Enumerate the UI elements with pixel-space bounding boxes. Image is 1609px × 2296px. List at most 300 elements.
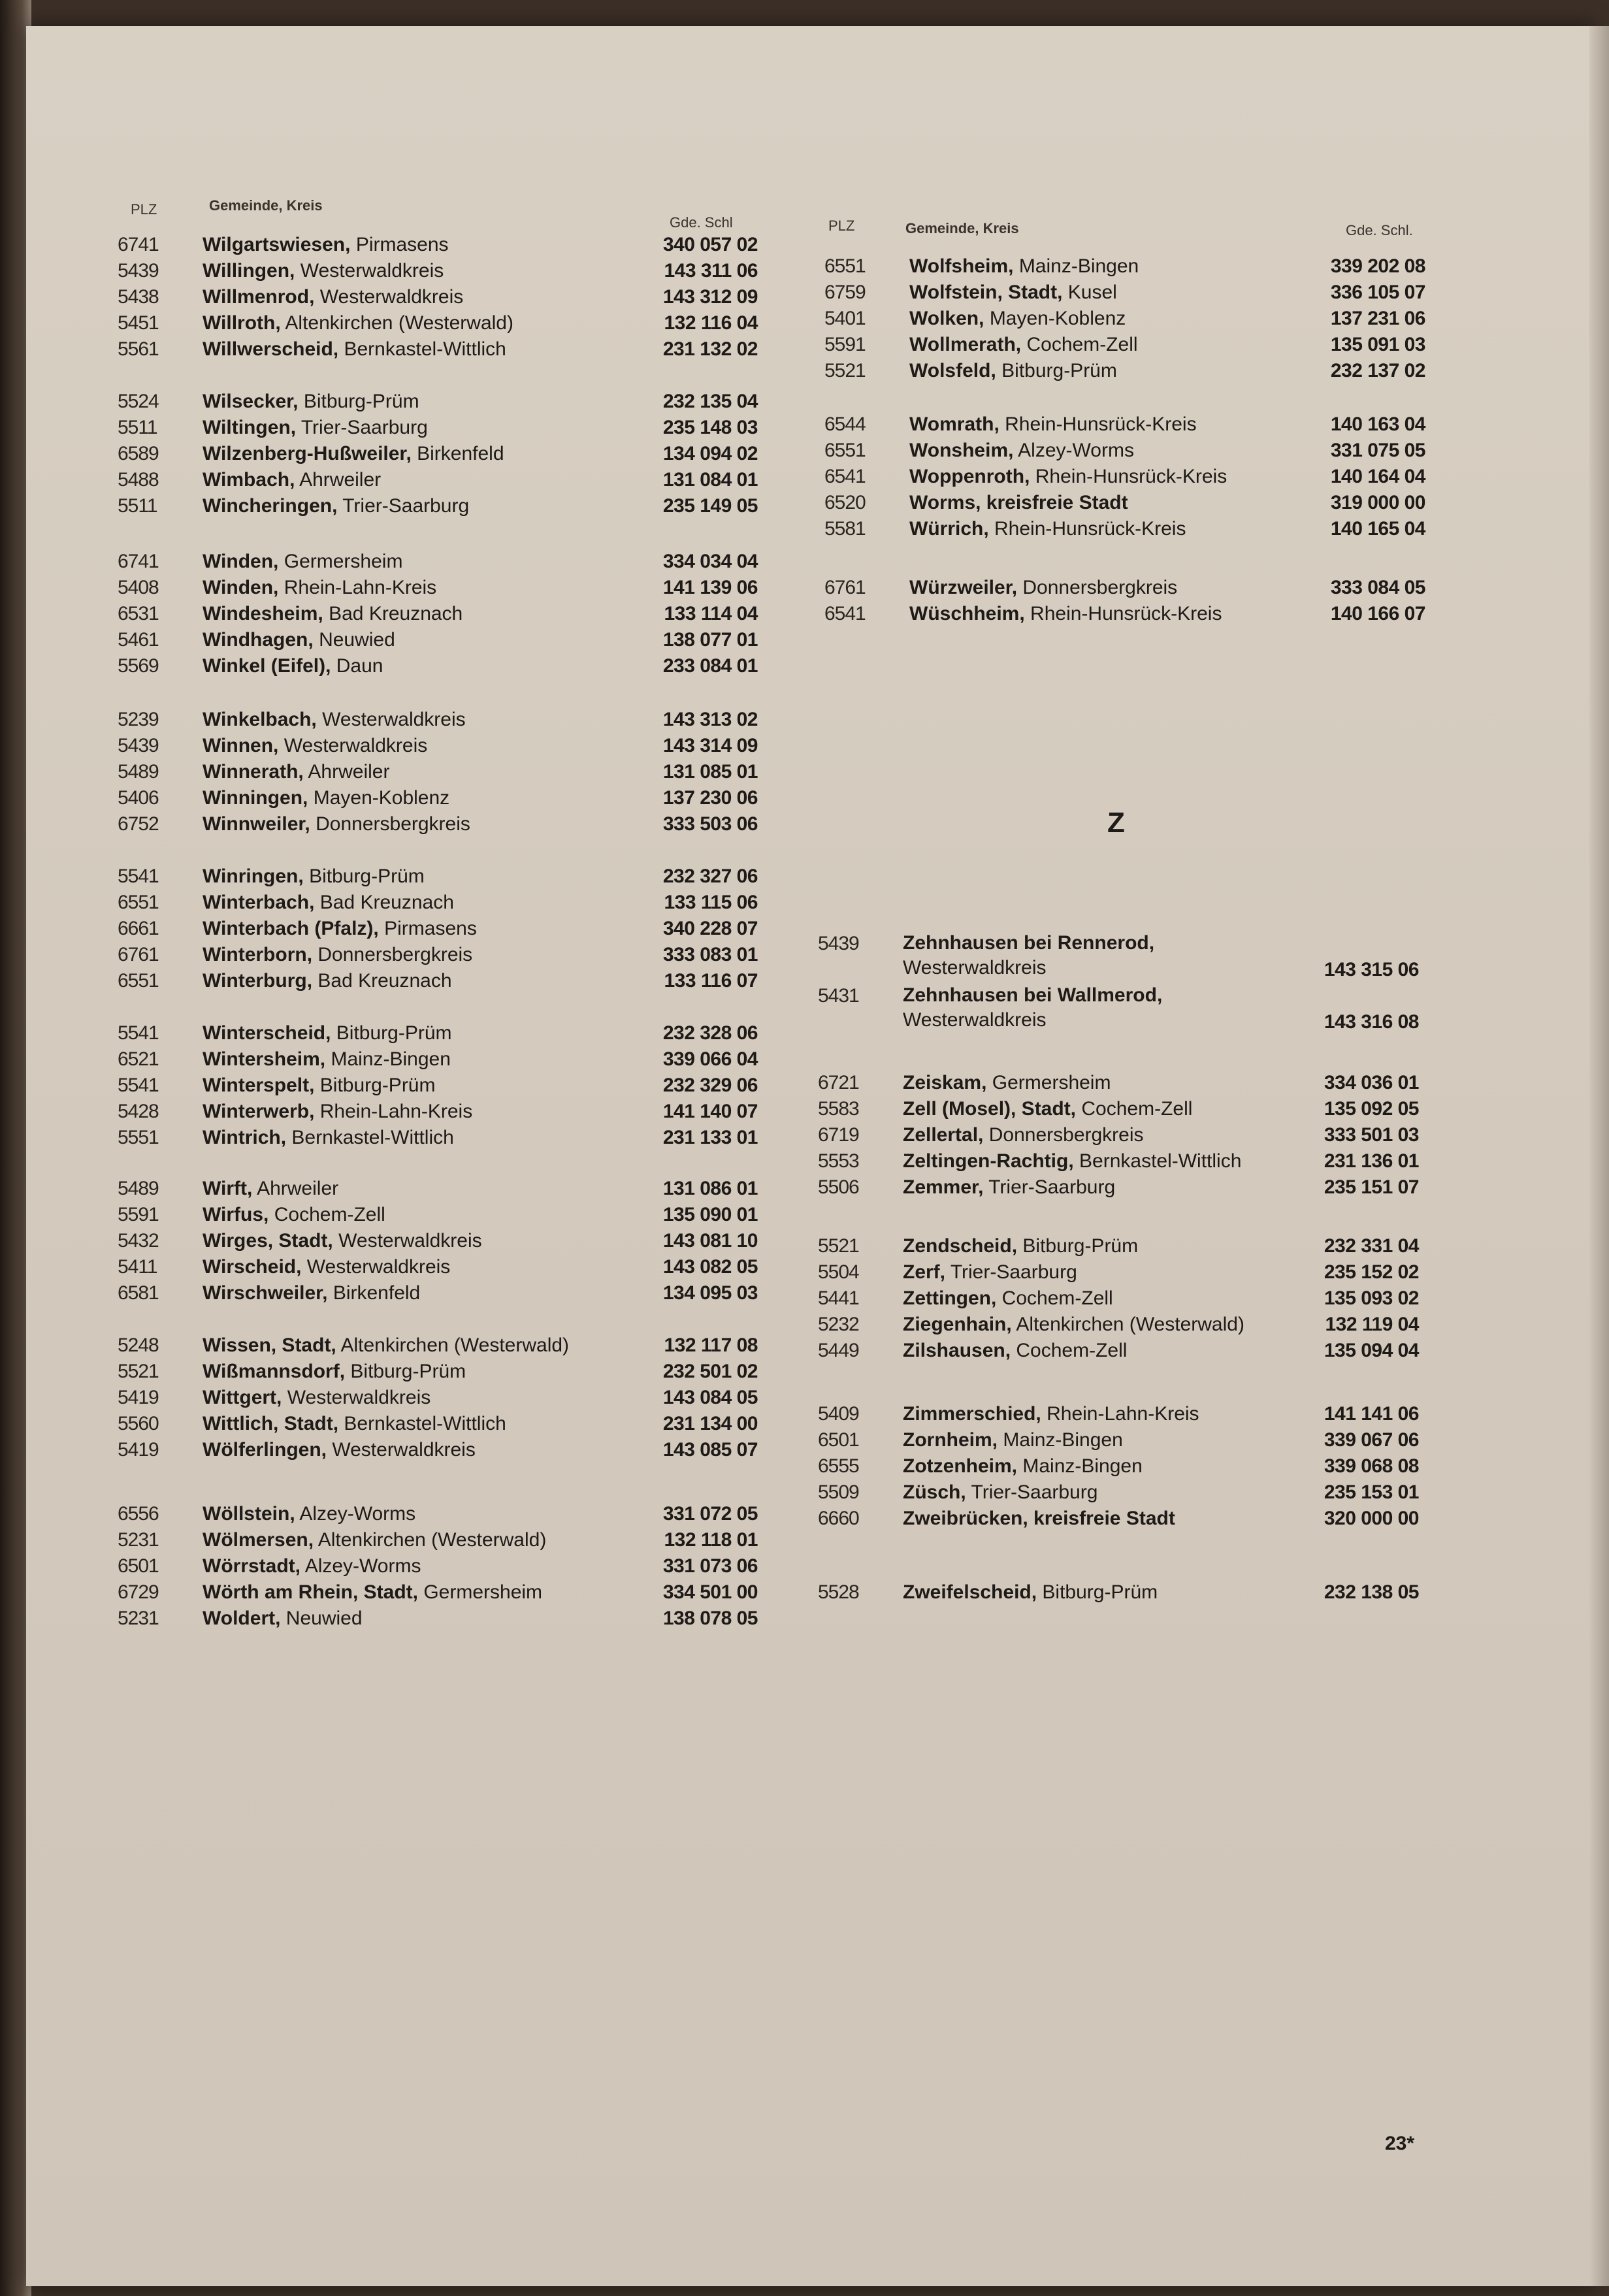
postal-code: 5521 [818, 1235, 859, 1257]
district-name: Alzey-Worms [299, 1503, 416, 1525]
municipality-name: Würrich, [909, 518, 989, 540]
list-item [118, 493, 758, 519]
municipality-key: 334 034 04 [662, 551, 758, 572]
municipality [203, 785, 449, 811]
entry-group [818, 1070, 1419, 1201]
municipality-key: 232 331 04 [1324, 1235, 1419, 1257]
list-item [818, 1122, 1419, 1148]
municipality [203, 1125, 454, 1151]
municipality-name: Windhagen, [203, 629, 314, 651]
municipality [203, 1579, 542, 1606]
municipality-key: 331 072 05 [662, 1503, 758, 1525]
municipality-name: Wittgert, [203, 1387, 282, 1408]
list-item [824, 438, 1425, 464]
municipality-key: 232 329 06 [662, 1075, 758, 1096]
municipality [903, 1427, 1123, 1453]
district-name: Bernkastel-Wittlich [291, 1127, 454, 1148]
municipality-name: Zeltingen-Rachtig, [903, 1150, 1074, 1172]
municipality-name: Wissen, Stadt, [203, 1334, 336, 1356]
municipality-name: Woldert, [203, 1608, 281, 1629]
district-name: Ahrweiler [257, 1178, 339, 1199]
municipality [203, 1254, 450, 1280]
postal-code: 5583 [818, 1098, 859, 1120]
right-header-code: Gde. Schl. [1346, 222, 1413, 238]
list-item [118, 864, 758, 890]
municipality [203, 707, 466, 733]
list-item [824, 601, 1425, 627]
list-item [818, 1070, 1419, 1096]
postal-code: 5509 [818, 1481, 859, 1503]
municipality-key: 135 091 03 [1330, 334, 1425, 355]
municipality [909, 306, 1126, 332]
entry-group [824, 412, 1425, 542]
list-item [118, 627, 758, 653]
municipality-key: 232 138 05 [1324, 1581, 1419, 1603]
district-name: Mainz-Bingen [1018, 255, 1139, 277]
district-name: Mainz-Bingen [1022, 1455, 1143, 1477]
municipality-name: Wimbach, [203, 469, 295, 491]
municipality-key: 140 165 04 [1330, 518, 1425, 540]
district-name: Bad Kreuznach [319, 892, 454, 913]
municipality-key: 340 057 02 [662, 234, 758, 255]
municipality-name: Winterwerb, [203, 1101, 315, 1122]
entry-group [118, 1501, 758, 1632]
list-item [118, 336, 758, 363]
municipality-key: 133 114 04 [664, 603, 758, 624]
left-header-plz: PLZ [131, 201, 157, 218]
postal-code: 5232 [818, 1314, 859, 1335]
district-name: Westerwaldkreis [322, 709, 466, 730]
municipality-name: Zornheim, [903, 1429, 998, 1451]
list-item [118, 310, 758, 336]
municipality-name: Zellertal, [903, 1124, 984, 1146]
municipality [203, 1046, 451, 1073]
municipality-key: 143 082 05 [662, 1256, 758, 1278]
district-name: Trier-Saarburg [988, 1176, 1116, 1198]
district-name: Altenkirchen (Westerwald) [340, 1334, 570, 1356]
postal-code: 6521 [118, 1048, 159, 1070]
municipality-key: 331 075 05 [1330, 440, 1425, 461]
municipality [909, 516, 1186, 542]
municipality-name: Wölmersen, [203, 1529, 314, 1551]
municipality-key: 143 312 09 [662, 286, 758, 308]
district-name: Rhein-Lahn-Kreis [1047, 1403, 1199, 1425]
district-name: Kusel [1067, 282, 1117, 303]
postal-code: 5439 [818, 933, 859, 954]
municipality-name: Wißmannsdorf, [203, 1361, 346, 1382]
postal-code: 6761 [824, 577, 866, 598]
municipality-name: Winterbach (Pfalz), [203, 918, 379, 939]
postal-code: 5504 [818, 1261, 859, 1283]
municipality-name: Zell (Mosel), Stadt, [903, 1098, 1077, 1120]
municipality [903, 1401, 1199, 1427]
entry-group [118, 549, 758, 679]
list-item [118, 1501, 758, 1527]
municipality-key: 231 134 00 [662, 1413, 758, 1434]
list-item [818, 1174, 1419, 1201]
municipality-key: 339 067 06 [1324, 1429, 1419, 1451]
list-item [118, 1553, 758, 1579]
postal-code: 6729 [118, 1581, 159, 1603]
left-header-gemeinde: Gemeinde, Kreis [209, 197, 323, 214]
postal-code: 5231 [118, 1608, 159, 1629]
municipality-name: Wörth am Rhein, Stadt, [203, 1581, 418, 1603]
entry-group [818, 1233, 1419, 1364]
list-item [118, 707, 758, 733]
municipality-key: 138 078 05 [662, 1608, 758, 1629]
municipality [903, 1122, 1144, 1148]
municipality-key: 132 116 04 [664, 312, 758, 334]
postal-code: 6556 [118, 1503, 159, 1525]
municipality-key: 138 077 01 [662, 629, 758, 651]
district-name: Trier-Saarburg [342, 495, 470, 517]
municipality [203, 759, 389, 785]
list-item [118, 1202, 758, 1228]
municipality [909, 490, 1128, 516]
list-item [118, 1176, 758, 1202]
municipality-name: Ziegenhain, [903, 1314, 1012, 1335]
district-name: Donnersbergkreis [316, 813, 470, 835]
municipality [203, 1501, 415, 1527]
municipality-name: Zimmerschied, [903, 1403, 1041, 1425]
municipality [203, 1020, 452, 1046]
municipality [903, 1312, 1244, 1338]
municipality-name: Wirscheid, [203, 1256, 302, 1278]
municipality-name: Züsch, [903, 1481, 966, 1503]
district-name: Westerwaldkreis [287, 1387, 431, 1408]
list-item [118, 968, 758, 994]
entry-group [118, 864, 758, 994]
district-name: Westerwaldkreis [338, 1230, 482, 1252]
municipality-key: 137 230 06 [662, 787, 758, 809]
municipality-name: Winterbach, [203, 892, 315, 913]
postal-code: 6741 [118, 234, 159, 255]
municipality-key: 231 136 01 [1324, 1150, 1419, 1172]
municipality-key: 336 105 07 [1330, 282, 1425, 303]
district-name: Bitburg-Prüm [319, 1075, 436, 1096]
municipality-name: Wincheringen, [203, 495, 338, 517]
municipality-key: 235 148 03 [662, 417, 758, 438]
municipality-name: Wirschweiler, [203, 1282, 328, 1304]
municipality [203, 864, 425, 890]
municipality-name: Winterscheid, [203, 1022, 331, 1044]
district-name: Westerwaldkreis [332, 1439, 476, 1461]
district-name: Alzey-Worms [1018, 440, 1134, 461]
postal-code: 6520 [824, 492, 866, 513]
postal-code: 5506 [818, 1176, 859, 1198]
municipality-key: 232 135 04 [662, 391, 758, 412]
list-item [824, 575, 1425, 601]
municipality-name: Winnen, [203, 735, 279, 756]
municipality-key: 143 084 05 [662, 1387, 758, 1408]
district-name: Trier-Saarburg [971, 1481, 1098, 1503]
municipality-key: 232 328 06 [662, 1022, 758, 1044]
postal-code: 5489 [118, 1178, 159, 1199]
postal-code: 5231 [118, 1529, 159, 1551]
municipality-key: 143 314 09 [662, 735, 758, 756]
list-item [818, 1506, 1419, 1532]
postal-code: 5439 [118, 260, 159, 282]
page-number: 23* [1385, 2133, 1415, 2154]
municipality [909, 438, 1134, 464]
municipality-key: 131 084 01 [662, 469, 758, 491]
postal-code: 6660 [818, 1508, 859, 1529]
municipality [203, 493, 469, 519]
municipality-name: Wörrstadt, [203, 1555, 301, 1577]
postal-code: 5411 [118, 1256, 157, 1278]
postal-code: 5541 [118, 1075, 159, 1096]
municipality [203, 549, 402, 575]
municipality [903, 1579, 1158, 1606]
municipality-name: Zettingen, [903, 1287, 997, 1309]
municipality [203, 310, 513, 336]
municipality-name: Zeiskam, [903, 1072, 987, 1093]
municipality-name: Winden, [203, 577, 279, 598]
municipality-key: 232 501 02 [662, 1361, 758, 1382]
postal-code: 5553 [818, 1150, 859, 1172]
municipality-name: Wintersheim, [203, 1048, 326, 1070]
district-name: Cochem-Zell [1081, 1098, 1193, 1120]
municipality-key: 339 202 08 [1330, 255, 1425, 277]
district-name: Cochem-Zell [1026, 334, 1138, 355]
district-name: Westerwaldkreis [903, 1009, 1047, 1031]
municipality-name: Wonsheim, [909, 440, 1014, 461]
municipality [203, 1280, 420, 1306]
municipality-key: 333 084 05 [1330, 577, 1425, 598]
district-name: Bitburg-Prüm [303, 391, 419, 412]
district-name: Rhein-Lahn-Kreis [284, 577, 437, 598]
postal-code: 5419 [118, 1387, 159, 1408]
list-item [118, 1254, 758, 1280]
list-item [118, 1411, 758, 1437]
municipality-key: 141 141 06 [1324, 1403, 1419, 1425]
list-item [824, 306, 1425, 332]
list-item [818, 1312, 1419, 1338]
postal-code: 6551 [824, 440, 866, 461]
district-name: Ahrweiler [299, 469, 382, 491]
municipality-key: 333 501 03 [1324, 1124, 1419, 1146]
municipality-key: 143 315 06 [1324, 959, 1419, 980]
postal-code: 5428 [118, 1101, 159, 1122]
postal-code: 6589 [118, 443, 159, 464]
municipality [909, 332, 1138, 358]
list-item [824, 464, 1425, 490]
municipality-key: 235 152 02 [1324, 1261, 1419, 1283]
list-item [118, 916, 758, 942]
district-name: Neuwied [319, 629, 395, 651]
district-name: Rhein-Hunsrück-Kreis [1005, 413, 1197, 435]
list-item [118, 258, 758, 284]
entry-group [824, 575, 1425, 627]
district-name: Bitburg-Prüm [1022, 1235, 1139, 1257]
list-item [118, 1527, 758, 1553]
municipality-name: Wilsecker, [203, 391, 299, 412]
district-name: Westerwaldkreis [319, 286, 464, 308]
municipality-name: Winringen, [203, 865, 304, 887]
municipality-name: Wölferlingen, [203, 1439, 327, 1461]
municipality-name: Windesheim, [203, 603, 323, 624]
postal-code: 5441 [818, 1287, 859, 1309]
municipality [903, 1453, 1143, 1479]
municipality [909, 601, 1222, 627]
municipality-key: 232 137 02 [1330, 360, 1425, 381]
municipality-key: 334 036 01 [1324, 1072, 1419, 1093]
list-item [118, 1280, 758, 1306]
list-item [118, 549, 758, 575]
list-item [818, 1096, 1419, 1122]
municipality [203, 441, 504, 467]
municipality [203, 733, 427, 759]
municipality [203, 258, 444, 284]
municipality-name: Womrath, [909, 413, 1000, 435]
postal-code: 5560 [118, 1413, 159, 1434]
municipality-key: 135 092 05 [1324, 1098, 1419, 1120]
district-name: Rhein-Hunsrück-Kreis [1035, 466, 1227, 487]
list-item [118, 1385, 758, 1411]
municipality [909, 575, 1177, 601]
district-name: Germersheim [423, 1581, 543, 1603]
list-item [118, 1046, 758, 1073]
list-item [118, 284, 758, 310]
municipality [203, 336, 506, 363]
postal-code: 5541 [118, 1022, 159, 1044]
postal-code: 6581 [118, 1282, 159, 1304]
municipality-name: Winden, [203, 551, 279, 572]
list-item [824, 358, 1425, 384]
entry-group [118, 1176, 758, 1306]
postal-code: 5581 [824, 518, 866, 540]
municipality-key: 235 149 05 [662, 495, 758, 517]
municipality-key: 140 166 07 [1330, 603, 1425, 624]
municipality [903, 1479, 1097, 1506]
municipality-name: Winnerath, [203, 761, 304, 783]
district-name: Mainz-Bingen [1003, 1429, 1123, 1451]
municipality-key: 333 503 06 [662, 813, 758, 835]
postal-code: 5431 [818, 985, 859, 1007]
entry-group [118, 1020, 758, 1151]
postal-code: 6501 [118, 1555, 159, 1577]
district-name: Altenkirchen (Westerwald) [285, 312, 513, 334]
section-letter-z: Z [1107, 807, 1125, 839]
district-name: Altenkirchen (Westerwald) [317, 1529, 547, 1551]
district-name: Bitburg-Prüm [1001, 360, 1117, 381]
municipality-key: 135 094 04 [1324, 1340, 1419, 1361]
postal-code: 5591 [824, 334, 866, 355]
list-item [118, 811, 758, 837]
district-name: Westerwaldkreis [300, 260, 444, 282]
municipality-key: 231 132 02 [662, 338, 758, 360]
list-item [118, 415, 758, 441]
municipality-key: 140 164 04 [1330, 466, 1425, 487]
municipality [203, 1228, 482, 1254]
postal-code: 5511 [118, 495, 157, 517]
municipality [203, 601, 463, 627]
district-name: Cochem-Zell [1001, 1287, 1113, 1309]
postal-code: 5449 [818, 1340, 859, 1361]
entry-group [118, 389, 758, 519]
municipality-name: Wilzenberg-Hußweiler, [203, 443, 412, 464]
municipality-key: 143 311 06 [664, 260, 758, 282]
page-edge [1589, 26, 1609, 2286]
municipality-name: Winkel (Eifel), [203, 655, 331, 677]
postal-code: 5528 [818, 1581, 859, 1603]
municipality [903, 1096, 1192, 1122]
municipality [903, 1338, 1127, 1364]
municipality-name: Winterborn, [203, 944, 313, 965]
entry-group [818, 1579, 1419, 1606]
list-item [824, 516, 1425, 542]
list-item [118, 733, 758, 759]
postal-code: 5409 [818, 1403, 859, 1425]
municipality [203, 1527, 546, 1553]
entry-group [824, 253, 1425, 384]
postal-code: 5541 [118, 865, 159, 887]
municipality-name: Zerf, [903, 1261, 946, 1283]
municipality-name: Winkelbach, [203, 709, 317, 730]
postal-code: 5489 [118, 761, 159, 783]
district-name: Rhein-Lahn-Kreis [319, 1101, 473, 1122]
district-name: Cochem-Zell [274, 1204, 385, 1225]
municipality [203, 627, 395, 653]
municipality-key: 132 118 01 [664, 1529, 758, 1551]
municipality-name: Wittlich, Stadt, [203, 1413, 339, 1434]
municipality-key: 133 115 06 [664, 892, 758, 913]
postal-code: 5248 [118, 1334, 159, 1356]
list-item [818, 1579, 1419, 1606]
municipality-name: Zweibrücken, kreisfreie Stadt [903, 1508, 1175, 1529]
municipality [203, 1385, 431, 1411]
municipality-name: Winterspelt, [203, 1075, 315, 1096]
list-item [824, 490, 1425, 516]
postal-code: 5488 [118, 469, 159, 491]
postal-code: 6544 [824, 413, 866, 435]
municipality [903, 1174, 1115, 1201]
municipality-key: 140 163 04 [1330, 413, 1425, 435]
municipality-name: Wolfstein, Stadt, [909, 282, 1063, 303]
postal-code: 5461 [118, 629, 159, 651]
municipality-key: 339 066 04 [662, 1048, 758, 1070]
municipality-name: Winningen, [203, 787, 308, 809]
list-item [118, 759, 758, 785]
postal-code: 6761 [118, 944, 159, 965]
municipality [909, 280, 1117, 306]
district-name: Westerwaldkreis [306, 1256, 451, 1278]
municipality [203, 1553, 421, 1579]
municipality-name: Willwerscheid, [203, 338, 339, 360]
right-header-gemeinde: Gemeinde, Kreis [905, 220, 1019, 236]
municipality-name: Wirfus, [203, 1204, 269, 1225]
municipality-key: 333 083 01 [662, 944, 758, 965]
district-name: Bad Kreuznach [317, 970, 452, 992]
municipality-name: Zemmer, [903, 1176, 984, 1198]
district-name: Pirmasens [384, 918, 477, 939]
municipality-key: 235 151 07 [1324, 1176, 1419, 1198]
municipality-name: Willingen, [203, 260, 295, 282]
municipality [203, 811, 470, 837]
municipality-key: 231 133 01 [662, 1127, 758, 1148]
municipality-name: Wintrich, [203, 1127, 287, 1148]
list-item [824, 253, 1425, 280]
postal-code: 5401 [824, 308, 866, 329]
postal-code: 6741 [118, 551, 159, 572]
municipality [203, 916, 477, 942]
postal-code: 6531 [118, 603, 159, 624]
municipality [203, 284, 463, 310]
municipality-name: Winterburg, [203, 970, 313, 992]
municipality [203, 1606, 363, 1632]
district-name: Bernkastel-Wittlich [344, 338, 506, 360]
list-item [818, 1259, 1419, 1285]
